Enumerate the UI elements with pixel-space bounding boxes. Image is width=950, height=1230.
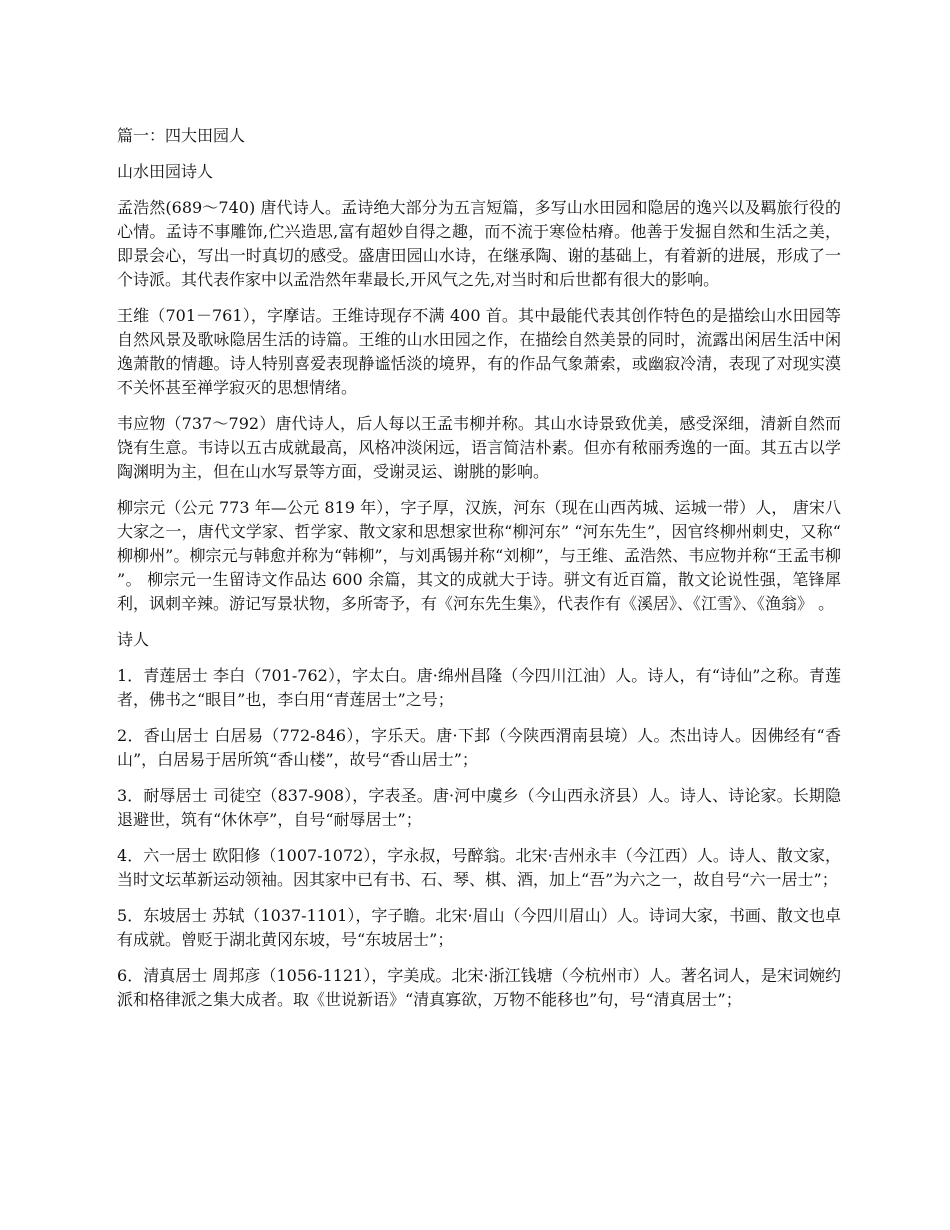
document-page	[117, 124, 841, 1024]
intro-paragraph-liu-zongyuan: 柳宗元（公元 773 年—公元 819 年），字子厚，汉族，河东（现在山西芮城、运城一带）人， 唐宋八大家之一，唐代文学家、哲学家、散文家和思想家世称“柳河东” “河东先生”，因官终柳州刺史，又称“柳柳州”。柳宗元与韩愈并称为“韩柳”，与刘禹锡并称“刘柳”，与王维、孟浩然、韦应物并称“王孟韦柳”。 柳宗元一生留诗文作品达 600 余篇，其文的成就大于诗。骈文有近百篇，散文论说性强，笔锋犀利，讽刺辛辣。游记写景状物，多所寄予，有《河东先生集》，代表作有《溪居》、《江雪》、《渔翁》 。	[117, 498, 841, 613]
poet-list-item: 2．香山居士 白居易（772-846），字乐天。唐·下邽（今陕西渭南县境）人。杰出诗人。因佛经有“香山”，白居易于居所筑“香山楼”，故号“香山居士”；	[117, 726, 841, 769]
intro-paragraph-wang-wei: 王维（701－761），字摩诘。王维诗现存不满 400 首。其中最能代表其创作特色的是描绘山水田园等自然风景及歌咏隐居生活的诗篇。王维的山水田园之作，在描绘自然美景的同时，流露出闲居生活中闲逸萧散的情趣。诗人特别喜爱表现静谧恬淡的境界，有的作品气象萧索，或幽寂冷清，表现了对现实漠不关怀甚至禅学寂灭的思想情绪。	[117, 306, 841, 397]
poet-list-item: 1．青莲居士 李白（701-762），字太白。唐·绵州昌隆（今四川江油）人。诗人，有“诗仙”之称。青莲者，佛书之“眼目”也，李白用“青莲居士”之号；	[117, 666, 841, 709]
poet-list-item: 6．清真居士 周邦彦（1056-1121），字美成。北宋·浙江钱塘（今杭州市）人。著名词人，是宋词婉约派和格律派之集大成者。取《世说新语》“清真寡欲，万物不能移也”句，号“清真居士”；	[117, 966, 841, 1009]
poet-list-item: 3．耐辱居士 司徒空（837-908），字表圣。唐·河中虞乡（今山西永济县）人。诗人、诗论家。长期隐退避世，筑有“休休亭”，自号“耐辱居士”；	[117, 786, 841, 829]
poet-list-item: 5．东坡居士 苏轼（1037-1101），字子瞻。北宋·眉山（今四川眉山）人。诗词大家，书画、散文也卓有成就。曾贬于湖北黄冈东坡，号“东坡居士”；	[117, 906, 841, 949]
poet-list-item: 4．六一居士 欧阳修（1007-1072），字永叔，号醉翁。北宋·吉州永丰（今江西）人。诗人、散文家，当时文坛革新运动领袖。因其家中已有书、石、琴、棋、酒，加上“吾”为六之一，故自号“六一居士”；	[117, 846, 841, 889]
document-subtitle: 山水田园诗人	[117, 162, 214, 181]
document-title: 篇一：四大田园人	[117, 126, 246, 145]
intro-paragraph-meng-haoran: 孟浩然(689～740) 唐代诗人。孟诗绝大部分为五言短篇，多写山水田园和隐居的逸兴以及羁旅行役的心情。孟诗不事雕饰,伫兴造思,富有超妙自得之趣，而不流于寒俭枯瘠。他善于发掘自然和生活之美，即景会心，写出一时真切的感受。盛唐田园山水诗，在继承陶、谢的基础上，有着新的进展，形成了一个诗派。其代表作家中以孟浩然年辈最长,开风气之先,对当时和后世都有很大的影响。	[117, 198, 841, 289]
section-heading-poets: 诗人	[117, 630, 150, 649]
intro-paragraph-wei-yingwu: 韦应物（737～792）唐代诗人，后人每以王孟韦柳并称。其山水诗景致优美，感受深细，清新自然而饶有生意。韦诗以五古成就最高，风格冲淡闲远，语言简洁朴素。但亦有秾丽秀逸的一面。其五古以学陶渊明为主，但在山水写景等方面，受谢灵运、谢朓的影响。	[117, 414, 841, 481]
